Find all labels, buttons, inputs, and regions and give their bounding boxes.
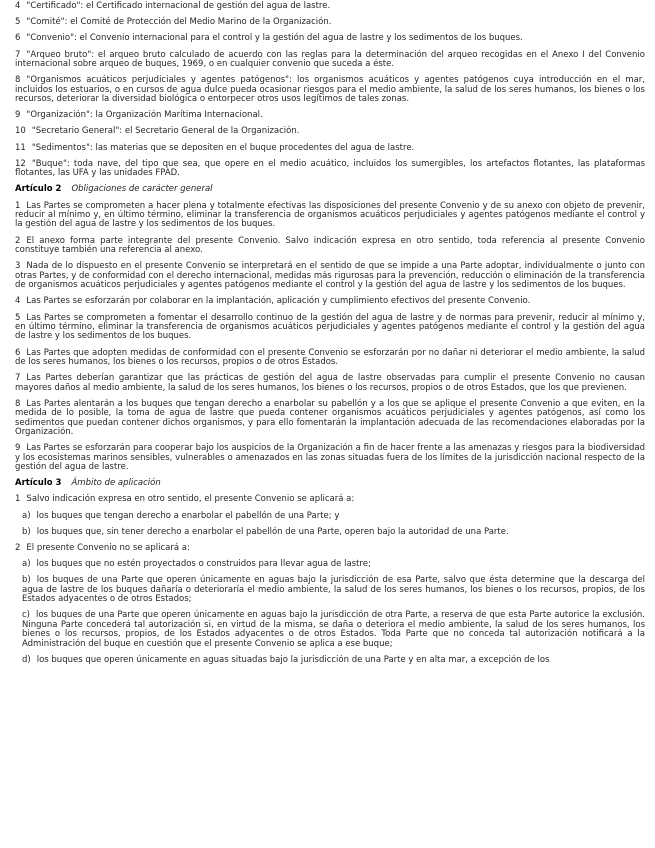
list-item: c) los buques de una Parte que operen únicamente en aguas bajo la jurisdicción de otra Parte, a reserva de que esta Parte autorice la exclusión. Ninguna Parte concederá tal autorización si, en virtud de la misma, se daña o deteriora el medio ambiente, la salud de los seres humanos, los bienes o los recursos, propios, de los Estados adyacentes o de otros Estados. Toda Parte que no conceda tal autorización notificará a la Administración del buque en cuestión que el presente Convenio se aplica a ese buque; [22, 610, 645, 649]
definition-12: 12 "Buque": toda nave, del tipo que sea, que opere en el medio acuático, incluidos los sumergibles, los artefactos flotantes, las plataformas flotantes, las UFA y las unidades FPAD. [15, 158, 645, 179]
definition-11: 11 "Sedimentos": las materias que se depositen en el buque procedentes del agua de lastre. [15, 142, 415, 153]
definition-5: 5 "Comité": el Comité de Protección del Medio Marino de la Organización. [15, 17, 332, 28]
article-3-heading: Artículo 3 Ámbito de aplicación [15, 478, 161, 489]
article-3-paragraph-2: 2 El presente Convenio no se aplicará a: [15, 542, 190, 553]
article-2-paragraph: 3 Nada de lo dispuesto en el presente Convenio se interpretará en el sentido de que se impide a una Parte adoptar, individualmente o junto con otras Partes, y de conformidad con el derecho internacional, medidas más rigurosas para la prevención, reducción o eliminación de la transferencia de organismos acuáticos perjudiciales y agentes patógenos mediante el control y la gestión del agua de lastre y los sedimentos de los buques. [15, 261, 645, 291]
article-2-heading: Artículo 2 Obligaciones de carácter general [15, 184, 213, 195]
list-item: d) los buques que operen únicamente en aguas situadas bajo la jurisdicción de una Parte y en alta mar, a excepción de los [22, 654, 550, 665]
definition-7: 7 "Arqueo bruto": el arqueo bruto calculado de acuerdo con las reglas para la determinación del arqueo recogidas en el Anexo I del Convenio internacional sobre arqueo de buques, 1969, o en cualquier convenio que suceda a éste. [15, 49, 645, 70]
article-2-paragraph: 7 Las Partes deberían garantizar que las prácticas de gestión del agua de lastre observadas para cumplir el presente Convenio no causan mayores daños al medio ambiente, la salud de los seres humanos, los bienes o los recursos, propios o de otros Estados, que los que previenen. [15, 373, 645, 393]
definition-8: 8 "Organismos acuáticos perjudiciales y agentes patógenos": los organismos acuáticos y agentes patógenos cuya introducción en el mar, incluidos los estuarios, o en cursos de agua dulce pueda ocasionar riesgos para el medio ambiente, la salud de los seres humanos, los bienes o los recursos, deteriorar la diversidad biológica o entorpecer otros usos legítimos de tales zonas. [15, 75, 645, 105]
definitions-list [15, 2, 645, 179]
article-3-body [15, 495, 645, 665]
list-item: b) los buques de una Parte que operen únicamente en aguas bajo la jurisdicción de esa Parte, salvo que ésta determine que la descarga del agua de lastre de los buques dañaría o deterioraría el medio ambiente, la salud de los seres humanos, los bienes o los recursos, propios, de los Estados adyacentes o de otros Estados; [22, 575, 645, 605]
article-2-paragraph: 6 Las Partes que adopten medidas de conformidad con el presente Convenio se esforzarán por no dañar ni deteriorar el medio ambiente, la salud de los seres humanos, los bienes o los recursos, propios o de otros Estados. [15, 347, 645, 367]
article-2-paragraph: 1 Las Partes se comprometen a hacer plena y totalmente efectivas las disposiciones del presente Convenio y de su anexo con objeto de prevenir, reducir al mínimo y, en último término, eliminar la transferencia de organismos acuáticos perjudiciales y agentes patógenos mediante el control y la gestión del agua de lastre y los sedimentos de los buques. [15, 200, 645, 230]
article-2-paragraph: 4 Las Partes se esforzarán por colaborar en la implantación, aplicación y cumplimiento efectivos del presente Convenio. [15, 296, 531, 307]
list-item: b) los buques que, sin tener derecho a enarbolar el pabellón de una Parte, operen bajo la autoridad de una Parte. [22, 526, 509, 537]
article-2-paragraph: 2 El anexo forma parte integrante del presente Convenio. Salvo indicación expresa en otro sentido, toda referencia al presente Convenio constituye también una referencia al anexo. [15, 235, 645, 256]
article-2-paragraph: 8 Las Partes alentarán a los buques que tengan derecho a enarbolar su pabellón y a los que se aplique el presente Convenio a que eviten, en la medida de lo posible, la toma de agua de lastre que pueda contener organismos acuáticos perjudiciales y agentes patógenos, así como los sedimentos que puedan contener dichos organismos, y para ello fomentarán la implantación adecuada de las recomendaciones elaboradas por la Organización. [15, 398, 645, 437]
list-item: a) los buques que tengan derecho a enarbolar el pabellón de una Parte; y [22, 510, 340, 521]
definition-10: 10 "Secretario General": el Secretario General de la Organización. [15, 126, 300, 137]
list-item: a) los buques que no estén proyectados o construidos para llevar agua de lastre; [22, 559, 371, 570]
definition-4: 4 "Certificado": el Certificado internacional de gestión del agua de lastre. [15, 1, 331, 11]
definition-6: 6 "Convenio": el Convenio internacional para el control y la gestión del agua de lastre y los sedimentos de los buques. [15, 33, 523, 44]
article-3-paragraph-1: 1 Salvo indicación expresa en otro sentido, el presente Convenio se aplicará a: [15, 494, 355, 505]
article-2-paragraph: 9 Las Partes se esforzarán para cooperar bajo los auspicios de la Organización a fin de hacer frente a las amenazas y riesgos para la biodiversidad y los ecosistemas marinos sensibles, vulnerables o amenazados en las zonas situadas fuera de los límites de la jurisdicción nacional respecto de la gestión del agua de lastre. [15, 443, 645, 472]
article-2-paragraph: 5 Las Partes se comprometen a fomentar el desarrollo continuo de la gestión del agua de lastre y de normas para prevenir, reducir al mínimo y, en último término, eliminar la transferencia de organismos acuáticos perjudiciales y agentes patógenos mediante el control y la gestión del agua de lastre y los sedimentos de los buques. [15, 312, 645, 342]
definition-9: 9 "Organización": la Organización Marítima Internacional. [15, 110, 263, 121]
article-2-body [15, 202, 645, 473]
